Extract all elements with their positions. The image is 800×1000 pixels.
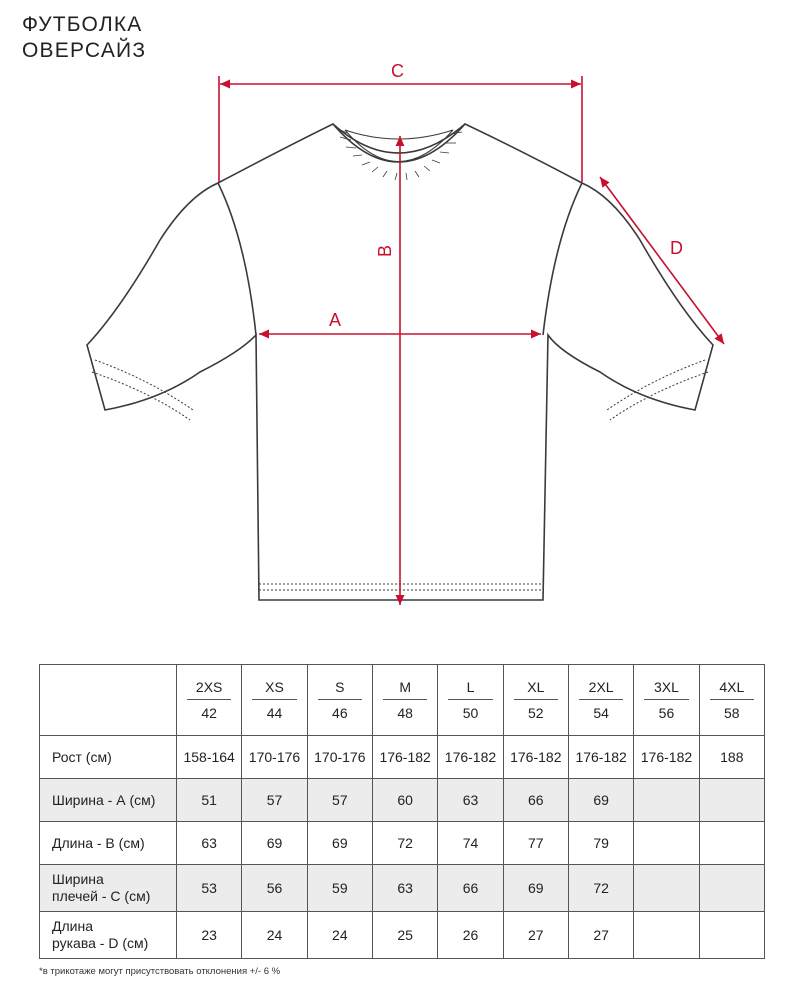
product-title-line2: ОВЕРСАЙЗ bbox=[22, 39, 147, 62]
table-row bbox=[40, 865, 765, 912]
table-cell: 25 bbox=[372, 912, 437, 959]
dim-label-d: D bbox=[670, 238, 683, 258]
table-cell: 188 bbox=[699, 736, 764, 779]
table-cell bbox=[699, 912, 764, 959]
table-cell: 170-176 bbox=[242, 736, 307, 779]
measurements bbox=[219, 76, 724, 605]
table-cell: 69 bbox=[568, 779, 633, 822]
table-cell: 66 bbox=[438, 865, 503, 912]
size-number: 56 bbox=[658, 705, 675, 721]
row-label: Ширина - А (см) bbox=[40, 779, 177, 822]
table-cell bbox=[634, 822, 699, 865]
table-cell bbox=[699, 822, 764, 865]
table-cell: 60 bbox=[372, 779, 437, 822]
size-letter: XS bbox=[252, 679, 296, 700]
size-number: 48 bbox=[397, 705, 413, 721]
size-header-cell bbox=[634, 665, 699, 736]
table-cell: 63 bbox=[438, 779, 503, 822]
row-label: Ширина плечей - С (см) bbox=[40, 865, 177, 912]
dim-label-b: B bbox=[375, 244, 395, 257]
table-cell: 63 bbox=[177, 822, 242, 865]
tshirt-collar-back bbox=[345, 130, 453, 139]
row-label: Длина - В (см) bbox=[40, 822, 177, 865]
size-header-cell bbox=[307, 665, 372, 736]
table-cell: 176-182 bbox=[568, 736, 633, 779]
dim-label-a: A bbox=[329, 310, 342, 330]
table-cell: 79 bbox=[568, 822, 633, 865]
table-cell: 27 bbox=[568, 912, 633, 959]
table-cell: 176-182 bbox=[634, 736, 699, 779]
table-cell: 53 bbox=[177, 865, 242, 912]
size-letter: 4XL bbox=[710, 679, 754, 700]
table-cell: 170-176 bbox=[307, 736, 372, 779]
size-number: 52 bbox=[528, 705, 544, 721]
size-header-cell bbox=[372, 665, 437, 736]
table-cell: 23 bbox=[177, 912, 242, 959]
table-row bbox=[40, 912, 765, 959]
footnote: *в трикотаже могут присутствовать отклонения +/- 6 % bbox=[39, 966, 281, 977]
size-number: 44 bbox=[266, 705, 283, 721]
table-cell bbox=[699, 779, 764, 822]
size-header-cell bbox=[438, 665, 503, 736]
size-number: 54 bbox=[593, 705, 609, 721]
size-letter: 3XL bbox=[644, 679, 688, 700]
size-letter: L bbox=[448, 679, 492, 700]
table-cell: 59 bbox=[307, 865, 372, 912]
size-header-cell bbox=[503, 665, 568, 736]
table-cell: 57 bbox=[307, 779, 372, 822]
table-cell bbox=[634, 779, 699, 822]
table-cell bbox=[699, 865, 764, 912]
table-cell bbox=[634, 912, 699, 959]
table-cell: 69 bbox=[307, 822, 372, 865]
size-letter: M bbox=[383, 679, 427, 700]
size-header-row bbox=[40, 665, 765, 736]
table-cell: 63 bbox=[372, 865, 437, 912]
dim-d-line bbox=[600, 177, 724, 344]
row-label: Длина рукава - D (см) bbox=[40, 912, 177, 959]
table-cell: 176-182 bbox=[372, 736, 437, 779]
table-cell: 72 bbox=[568, 865, 633, 912]
size-letter: 2XL bbox=[579, 679, 623, 700]
size-chart-table bbox=[39, 664, 765, 959]
size-letter: S bbox=[318, 679, 362, 700]
size-letter: 2XS bbox=[187, 679, 231, 700]
table-row bbox=[40, 736, 765, 779]
table-cell: 158-164 bbox=[177, 736, 242, 779]
dim-label-c: C bbox=[391, 61, 404, 81]
table-cell: 51 bbox=[177, 779, 242, 822]
table-cell: 24 bbox=[242, 912, 307, 959]
table-cell: 56 bbox=[242, 865, 307, 912]
row-label: Рост (см) bbox=[40, 736, 177, 779]
table-cell: 176-182 bbox=[503, 736, 568, 779]
corner-cell bbox=[40, 665, 177, 736]
table-cell: 27 bbox=[503, 912, 568, 959]
table-cell: 26 bbox=[438, 912, 503, 959]
tshirt-collar-outer bbox=[333, 124, 465, 162]
collar-ribbing bbox=[336, 128, 462, 180]
left-armhole-seam bbox=[218, 183, 256, 335]
table-cell: 176-182 bbox=[438, 736, 503, 779]
size-number: 46 bbox=[332, 705, 348, 721]
table-cell: 74 bbox=[438, 822, 503, 865]
size-number: 50 bbox=[462, 705, 479, 721]
table-cell bbox=[634, 865, 699, 912]
size-header-cell bbox=[177, 665, 242, 736]
size-header-cell bbox=[568, 665, 633, 736]
size-header-cell bbox=[242, 665, 307, 736]
table-cell: 24 bbox=[307, 912, 372, 959]
table-row bbox=[40, 779, 765, 822]
right-armhole-seam bbox=[543, 183, 582, 335]
table-cell: 77 bbox=[503, 822, 568, 865]
size-number: 58 bbox=[724, 705, 740, 721]
size-number: 42 bbox=[201, 705, 217, 721]
size-header-cell bbox=[699, 665, 764, 736]
table-cell: 66 bbox=[503, 779, 568, 822]
table-cell: 57 bbox=[242, 779, 307, 822]
table-row bbox=[40, 822, 765, 865]
table-cell: 69 bbox=[503, 865, 568, 912]
table-cell: 69 bbox=[242, 822, 307, 865]
table-cell: 72 bbox=[372, 822, 437, 865]
size-letter: XL bbox=[514, 679, 558, 700]
product-title-line1: ФУТБОЛКА bbox=[22, 13, 143, 36]
